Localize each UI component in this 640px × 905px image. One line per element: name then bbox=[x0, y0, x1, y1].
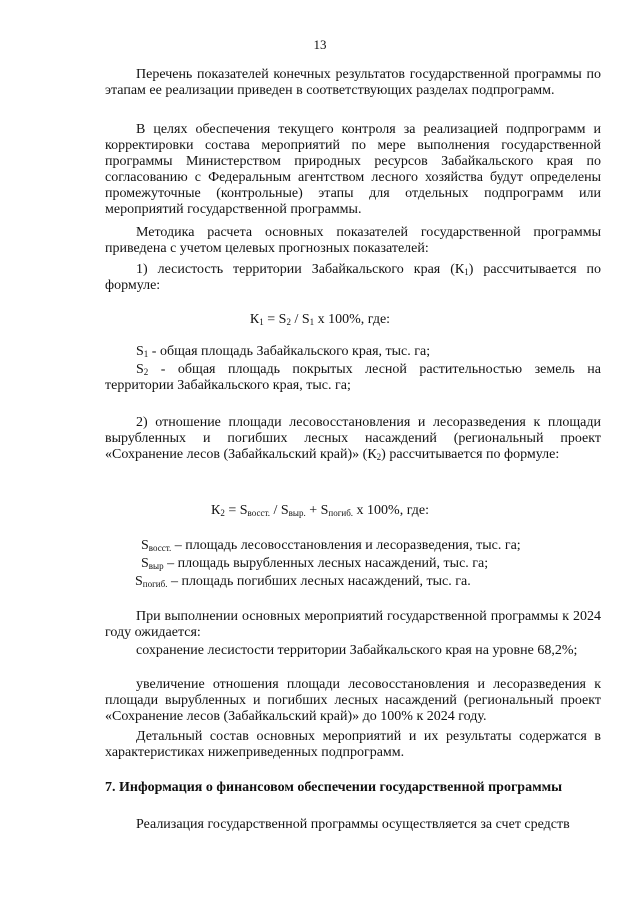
paragraph-expected: При выполнении основных мероприятий государственной программы к 2024 году ожидается: bbox=[105, 609, 601, 640]
paragraph-details: Детальный состав основных мероприятий и их результаты содержатся в характеристиках нижеприведенных подпрограмм. bbox=[105, 729, 601, 760]
subscript: 2 bbox=[376, 452, 382, 462]
subscript: 1 bbox=[143, 349, 149, 359]
symbol: S bbox=[136, 344, 144, 359]
definition-text: – площадь вырубленных лесных насаждений, тыс. га; bbox=[163, 556, 489, 571]
definition-s-vosst: $S_{восст.}$ – площадь лесовосстановления и лесоразведения, тыс. га; bbox=[141, 538, 521, 553]
paragraph-forest-cover-target: сохранение лесистости территории Забайкальского края на уровне 68,2%; bbox=[136, 643, 578, 658]
paragraph-reforestation-ratio bbox=[105, 415, 601, 463]
formula-symbol: / S bbox=[290, 312, 310, 327]
subscript: выр bbox=[148, 561, 164, 571]
formula-symbol: К bbox=[249, 312, 260, 327]
paragraph-methodology: Методика расчета основных показателей государственной программы приведена с учетом целевых прогнозных показателей: bbox=[105, 225, 601, 256]
subscript: восст. bbox=[148, 543, 172, 553]
subscript: погиб. bbox=[142, 579, 168, 589]
text-fragment: ) рассчитывается по формуле: bbox=[381, 447, 560, 462]
text-fragment: 2) отношение площади лесовосстановления и лесоразведения к площади вырубленных и погибших лесных насаждений (региональный проект «Сохранение лесов (Забайкальский край)» (К bbox=[105, 415, 601, 462]
subscript: 2 bbox=[220, 508, 225, 518]
definition-text: - общая площадь Забайкальского края, тыс. га; bbox=[148, 344, 431, 359]
formula-k2 bbox=[0, 503, 640, 519]
formula-symbol: = S bbox=[224, 503, 248, 518]
subscript: выр. bbox=[288, 508, 306, 518]
paragraph-ratio-target: увеличение отношения площади лесовосстановления и лесоразведения к площади вырубленных и погибших лесных насаждений (региональный проект «Сохранение лесов (Забайкальский край)» до 100% к 2024 году. bbox=[105, 677, 601, 724]
definition-text: - общая площадь покрытых лесной растительностью земель на территории Забайкальского края, тыс. га; bbox=[105, 362, 601, 393]
definition-text: – площадь погибших лесных насаждений, тыс. га. bbox=[167, 574, 471, 589]
definition-s-vyr: $S_{выр}$ – площадь вырубленных лесных насаждений, тыс. га; bbox=[141, 556, 489, 571]
formula-tail: x 100%, где: bbox=[353, 503, 429, 518]
definition-text: – площадь лесовосстановления и лесоразведения, тыс. га; bbox=[171, 538, 521, 553]
paragraph-control: В целях обеспечения текущего контроля за реализацией подпрограмм и корректировки состава мероприятий по мере выполнения государственной программы Министерством природных ресурсов Забайкальского края по согласованию с Федеральным агентством лесного хозяйства будут определены промежуточные (контрольные) этапы для отдельных подпрограмм или мероприятий государственной программы. bbox=[105, 122, 601, 217]
subscript: 2 bbox=[286, 317, 291, 327]
formula-k1 bbox=[0, 312, 640, 328]
definition-s2 bbox=[105, 362, 601, 394]
paragraph-forest-cover bbox=[105, 262, 601, 294]
text-fragment: 1) лесистость территории Забайкальского края (К bbox=[136, 262, 465, 277]
definition-s1 bbox=[105, 344, 601, 360]
subscript: восст. bbox=[247, 508, 270, 518]
paragraph-indicators: Перечень показателей конечных результатов государственной программы по этапам ее реализации приведен в соответствующих разделах подпрограмм. bbox=[105, 67, 601, 98]
definition-s-pogib: $S_{погиб.}$ – площадь погибших лесных насаждений, тыс. га. bbox=[135, 574, 471, 589]
formula-tail: x 100%, где: bbox=[314, 312, 391, 327]
section-heading: 7. Информация о финансовом обеспечении государственной программы bbox=[105, 780, 563, 795]
subscript: 1 bbox=[259, 317, 264, 327]
subscript: погиб. bbox=[328, 508, 354, 518]
subscript: 1 bbox=[309, 317, 315, 327]
formula-symbol: К bbox=[211, 503, 221, 518]
text-fragment: ) рассчитывается по формуле: bbox=[105, 262, 601, 293]
formula-symbol: + S bbox=[305, 503, 329, 518]
formula-symbol: / S bbox=[269, 503, 289, 518]
formula-symbol: = S bbox=[263, 312, 287, 327]
subscript: 1 bbox=[464, 267, 469, 277]
paragraph-financing: Реализация государственной программы осуществляется за счет средств bbox=[136, 817, 570, 832]
page-number: 13 bbox=[313, 37, 327, 52]
subscript: 2 bbox=[143, 367, 149, 377]
symbol: S bbox=[136, 362, 144, 377]
